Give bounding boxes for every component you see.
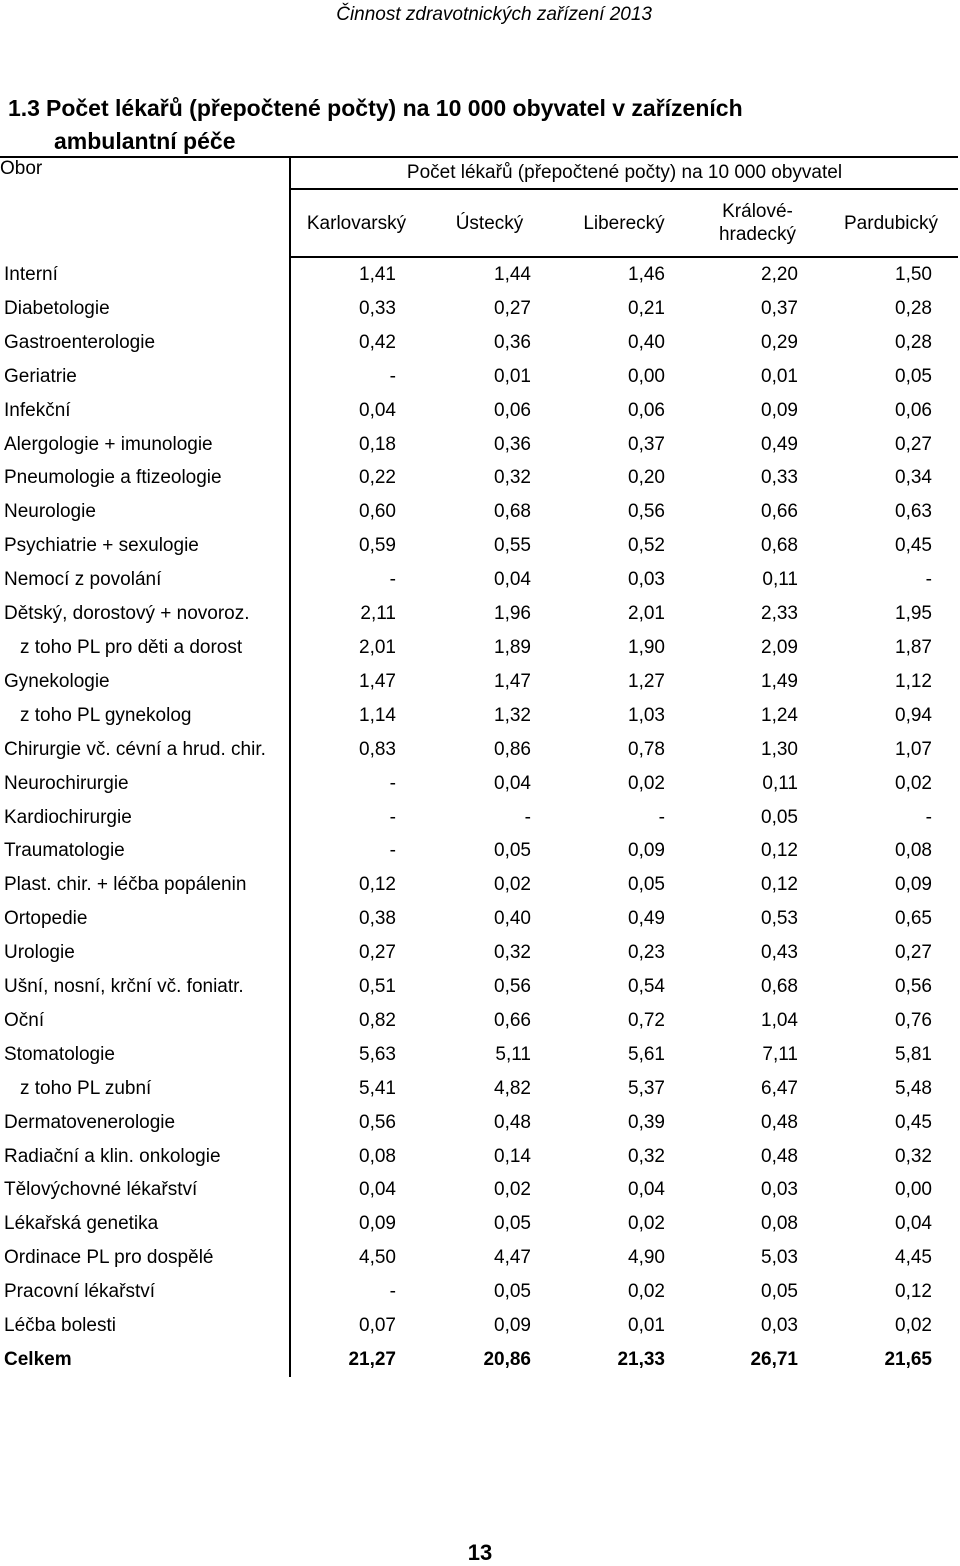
table-cell: 1,30 xyxy=(761,738,798,760)
table-cell: 0,65 xyxy=(895,908,932,930)
table-row xyxy=(0,428,958,462)
row-label: Lékařská genetika xyxy=(0,1207,290,1241)
column-header-region xyxy=(290,189,422,257)
column-header-region xyxy=(557,189,691,257)
table-row xyxy=(0,936,958,970)
table-cell: 0,56 xyxy=(628,501,665,523)
row-label: Chirurgie vč. cévní a hrud. chir. xyxy=(0,733,290,767)
table-cell: 0,49 xyxy=(628,908,665,930)
table-cell: 0,33 xyxy=(359,297,396,319)
table-total-row xyxy=(0,1343,958,1377)
table-cell: 4,90 xyxy=(628,1247,665,1269)
table-cell: 0,27 xyxy=(494,297,531,319)
column-header-region xyxy=(691,189,824,257)
table-cell: 1,47 xyxy=(359,670,396,692)
table-row xyxy=(0,767,958,801)
table-row xyxy=(0,902,958,936)
table-cell: 0,34 xyxy=(895,467,932,489)
table-cell: 1,41 xyxy=(359,264,396,285)
table-cell: 2,01 xyxy=(359,636,396,658)
table-cell: 0,12 xyxy=(895,1281,932,1303)
region-name-line-1: Karlovarský xyxy=(306,212,407,234)
row-label: Gynekologie xyxy=(0,665,290,699)
table-cell: 2,33 xyxy=(761,603,798,625)
region-name-line-1: Ústecký xyxy=(455,212,524,234)
table-cell: 0,09 xyxy=(359,1213,396,1235)
table-cell: 0,78 xyxy=(628,738,665,760)
table-cell: 0,22 xyxy=(359,467,396,489)
table-cell: 0,06 xyxy=(895,399,932,421)
table-cell: 5,37 xyxy=(628,1077,665,1099)
row-label: Ortopedie xyxy=(0,902,290,936)
table-cell: 4,47 xyxy=(494,1247,531,1269)
table-cell: 0,09 xyxy=(895,874,932,896)
row-label: Neurologie xyxy=(0,495,290,529)
table-cell: 0,48 xyxy=(494,1111,531,1133)
table-cell: 21,33 xyxy=(617,1349,665,1370)
table-cell: 0,01 xyxy=(494,365,531,387)
table-row xyxy=(0,495,958,529)
row-label: Ušní, nosní, krční vč. foniatr. xyxy=(0,970,290,1004)
table-cell: 1,90 xyxy=(628,636,665,658)
table-cell: 2,20 xyxy=(761,264,798,285)
table-cell: - xyxy=(389,806,396,828)
table-cell: 20,86 xyxy=(483,1349,531,1370)
table-cell: 7,11 xyxy=(762,1043,798,1065)
row-label: Léčba bolesti xyxy=(0,1309,290,1343)
table-cell: 0,05 xyxy=(494,840,531,862)
table-cell: 1,89 xyxy=(494,636,531,658)
table-cell: 0,48 xyxy=(761,1111,798,1133)
table-cell: 0,08 xyxy=(761,1213,798,1235)
table-row xyxy=(0,1140,958,1174)
table-row xyxy=(0,1309,958,1343)
table-cell: 0,02 xyxy=(895,1315,932,1337)
table-row xyxy=(0,868,958,902)
table-cell: 0,94 xyxy=(895,704,932,726)
row-label: Alergologie + imunologie xyxy=(0,428,290,462)
table-cell: - xyxy=(658,806,665,828)
row-label: Stomatologie xyxy=(0,1038,290,1072)
table-cell: 0,02 xyxy=(494,1179,531,1201)
table-row xyxy=(0,461,958,495)
table-cell: 0,03 xyxy=(761,1315,798,1337)
table-cell: 5,48 xyxy=(895,1077,932,1099)
table-cell: 1,49 xyxy=(761,670,798,692)
table-cell: - xyxy=(524,806,531,828)
table-cell: 0,37 xyxy=(761,297,798,319)
table-cell: 0,66 xyxy=(494,1009,531,1031)
table-cell: 0,12 xyxy=(761,874,798,896)
table-cell: 1,44 xyxy=(494,264,531,285)
table-cell: 5,11 xyxy=(495,1043,531,1065)
table-cell: 0,08 xyxy=(359,1145,396,1167)
row-label: Oční xyxy=(0,1004,290,1038)
table-cell: 0,83 xyxy=(359,738,396,760)
table-cell: 0,39 xyxy=(628,1111,665,1133)
table-row xyxy=(0,326,958,360)
row-label: Tělovýchovné lékařství xyxy=(0,1173,290,1207)
table-row xyxy=(0,1241,958,1275)
table-cell: 0,09 xyxy=(761,399,798,421)
table-cell: 0,14 xyxy=(494,1145,531,1167)
table-cell: 0,48 xyxy=(761,1145,798,1167)
table-cell: 4,50 xyxy=(359,1247,396,1269)
table-cell: 0,20 xyxy=(628,467,665,489)
table-row xyxy=(0,1173,958,1207)
row-label: Dermatovenerologie xyxy=(0,1106,290,1140)
table-cell: 0,56 xyxy=(359,1111,396,1133)
table-cell: 21,27 xyxy=(348,1349,396,1370)
table-cell: 0,68 xyxy=(761,976,798,998)
table-cell: 0,63 xyxy=(895,501,932,523)
table-cell: 0,68 xyxy=(494,501,531,523)
table-cell: - xyxy=(925,806,932,828)
table-cell: 2,11 xyxy=(360,603,396,625)
table-cell: - xyxy=(389,569,396,591)
table-cell: 2,09 xyxy=(761,636,798,658)
page-number: 13 xyxy=(467,1540,493,1565)
table-cell: 0,86 xyxy=(494,738,531,760)
table-cell: 0,56 xyxy=(494,976,531,998)
table-row xyxy=(0,1106,958,1140)
table-cell: - xyxy=(389,840,396,862)
row-label: Kardiochirurgie xyxy=(0,801,290,835)
table-cell: 0,08 xyxy=(895,840,932,862)
row-label: Ordinace PL pro dospělé xyxy=(0,1241,290,1275)
table-cell: 0,56 xyxy=(895,976,932,998)
table-cell: 4,82 xyxy=(494,1077,531,1099)
table-row xyxy=(0,1207,958,1241)
table-cell: 0,04 xyxy=(895,1213,932,1235)
table-cell: 0,02 xyxy=(628,772,665,794)
table-cell: - xyxy=(389,365,396,387)
table-row xyxy=(0,394,958,428)
table-cell: 0,00 xyxy=(628,365,665,387)
table-cell: 0,04 xyxy=(359,399,396,421)
table-cell: 5,41 xyxy=(359,1077,396,1099)
table-cell: 0,07 xyxy=(359,1315,396,1337)
table-cell: 0,40 xyxy=(494,908,531,930)
table-cell: 0,45 xyxy=(895,1111,932,1133)
table-cell: 1,03 xyxy=(628,704,665,726)
column-group-header: Počet lékařů (přepočtené počty) na 10 000 obyvatel xyxy=(290,157,958,189)
row-label: Radiační a klin. onkologie xyxy=(0,1140,290,1174)
table-cell: 0,51 xyxy=(359,976,396,998)
row-label: Gastroenterologie xyxy=(0,326,290,360)
table-cell: 0,18 xyxy=(359,433,396,455)
row-label: Diabetologie xyxy=(0,292,290,326)
table-row xyxy=(0,529,958,563)
column-header-region xyxy=(824,189,958,257)
table-row xyxy=(0,665,958,699)
table-row xyxy=(0,699,958,733)
table-row xyxy=(0,970,958,1004)
table-cell: 0,09 xyxy=(494,1315,531,1337)
table-cell: 0,36 xyxy=(494,331,531,353)
table-row xyxy=(0,1004,958,1038)
table-cell: 0,76 xyxy=(895,1009,932,1031)
table-row xyxy=(0,834,958,868)
table-cell: 0,29 xyxy=(761,331,798,353)
table-cell: 1,14 xyxy=(359,704,396,726)
table-row xyxy=(0,733,958,767)
table-cell: 0,68 xyxy=(761,535,798,557)
table-cell: - xyxy=(925,569,932,591)
table-cell: 0,49 xyxy=(761,433,798,455)
table-cell: 1,24 xyxy=(761,704,798,726)
table-row xyxy=(0,801,958,835)
table-cell: 0,60 xyxy=(359,501,396,523)
table-cell: 0,01 xyxy=(628,1315,665,1337)
table-cell: 0,12 xyxy=(359,874,396,896)
table-cell: 4,45 xyxy=(895,1247,932,1269)
table-cell: 0,55 xyxy=(494,535,531,557)
table-cell: 0,53 xyxy=(761,908,798,930)
doctors-per-10000-table xyxy=(0,156,958,1377)
table-cell: 0,02 xyxy=(628,1281,665,1303)
table-cell: 0,59 xyxy=(359,535,396,557)
table-cell: 1,32 xyxy=(494,704,531,726)
table-cell: 1,96 xyxy=(494,603,531,625)
table-cell: 0,02 xyxy=(494,874,531,896)
row-label: Pracovní lékařství xyxy=(0,1275,290,1309)
table-cell: 0,32 xyxy=(628,1145,665,1167)
table-row xyxy=(0,292,958,326)
table-cell: 0,02 xyxy=(895,772,932,794)
table-cell: - xyxy=(389,772,396,794)
row-label: Nemocí z povolání xyxy=(0,563,290,597)
table-row xyxy=(0,563,958,597)
table-cell: 0,32 xyxy=(895,1145,932,1167)
row-label: Neurochirurgie xyxy=(0,767,290,801)
table-row xyxy=(0,1038,958,1072)
table-cell: 0,04 xyxy=(494,772,531,794)
table-cell: 2,01 xyxy=(628,603,665,625)
table-cell: 0,33 xyxy=(761,467,798,489)
row-label: Psychiatrie + sexulogie xyxy=(0,529,290,563)
table-cell: 0,54 xyxy=(628,976,665,998)
table-row xyxy=(0,257,958,292)
region-name-line-1: Králové- xyxy=(722,201,793,222)
row-label: Pneumologie a ftizeologie xyxy=(0,461,290,495)
table-cell: 0,38 xyxy=(359,908,396,930)
title-line-2: ambulantní péče xyxy=(54,128,236,154)
row-label: Dětský, dorostový + novoroz. xyxy=(0,597,290,631)
table-cell: 0,28 xyxy=(895,331,932,353)
region-name-line-2: hradecký xyxy=(718,224,797,245)
table-cell: 0,27 xyxy=(895,433,932,455)
table-cell: 5,61 xyxy=(628,1043,665,1065)
table-cell: 0,32 xyxy=(494,942,531,964)
table-cell: 5,63 xyxy=(359,1043,396,1065)
table-cell: 0,05 xyxy=(761,806,798,828)
table-cell: 0,40 xyxy=(628,331,665,353)
table-cell: 0,27 xyxy=(895,942,932,964)
table-cell: 0,00 xyxy=(895,1179,932,1201)
section-number: 1.3 xyxy=(8,95,40,121)
row-label: Geriatrie xyxy=(0,360,290,394)
row-label: Interní xyxy=(0,257,290,292)
table-row xyxy=(0,360,958,394)
table-cell: 0,23 xyxy=(628,942,665,964)
table-cell: 1,07 xyxy=(895,738,932,760)
table-cell: 0,09 xyxy=(628,840,665,862)
row-label: Celkem xyxy=(0,1343,290,1377)
table-cell: 1,04 xyxy=(761,1009,798,1031)
table-cell: 6,47 xyxy=(761,1077,798,1099)
page-title xyxy=(8,92,948,158)
title-line-1: Počet lékařů (přepočtené počty) na 10 000 obyvatel v zařízeních xyxy=(45,95,743,121)
table-cell: 0,27 xyxy=(359,942,396,964)
column-header-region xyxy=(422,189,557,257)
table-cell: 0,28 xyxy=(895,297,932,319)
row-label: Infekční xyxy=(0,394,290,428)
table-cell: 0,12 xyxy=(761,840,798,862)
table-cell: 1,47 xyxy=(494,670,531,692)
table-cell: 0,02 xyxy=(628,1213,665,1235)
row-label: Plast. chir. + léčba popálenin xyxy=(0,868,290,902)
table-cell: 0,05 xyxy=(628,874,665,896)
table-cell: 0,04 xyxy=(494,569,531,591)
table-cell: 0,42 xyxy=(359,331,396,353)
region-name-line-1: Liberecký xyxy=(583,212,665,234)
table-cell: 0,45 xyxy=(895,535,932,557)
region-name-line-1: Pardubický xyxy=(844,212,938,234)
row-label: z toho PL zubní xyxy=(0,1072,290,1106)
table-row xyxy=(0,1072,958,1106)
row-label: z toho PL gynekolog xyxy=(0,699,290,733)
table-row xyxy=(0,1275,958,1309)
table-cell: 0,06 xyxy=(628,399,665,421)
table-row xyxy=(0,631,958,665)
row-label: Urologie xyxy=(0,936,290,970)
table-cell: 1,27 xyxy=(628,670,665,692)
table-cell: 0,11 xyxy=(762,772,798,794)
row-label: z toho PL pro děti a dorost xyxy=(0,631,290,665)
table-cell: 1,46 xyxy=(628,264,665,285)
table-cell: 0,05 xyxy=(761,1281,798,1303)
table-cell: 0,05 xyxy=(494,1213,531,1235)
table-cell: 0,05 xyxy=(895,365,932,387)
table-cell: 0,03 xyxy=(628,569,665,591)
table-cell: 1,12 xyxy=(895,670,932,692)
table-cell: 0,82 xyxy=(359,1009,396,1031)
table-cell: 0,03 xyxy=(761,1179,798,1201)
table-cell: - xyxy=(389,1281,396,1303)
table-cell: 0,32 xyxy=(494,467,531,489)
table-cell: 0,04 xyxy=(359,1179,396,1201)
running-header: Činnost zdravotnických zařízení 2013 xyxy=(336,4,652,25)
table-cell: 1,50 xyxy=(895,264,932,285)
table-cell: 21,65 xyxy=(884,1349,932,1370)
table-cell: 5,81 xyxy=(895,1043,932,1065)
table-cell: 26,71 xyxy=(750,1349,798,1370)
table-cell: 0,04 xyxy=(628,1179,665,1201)
table-cell: 0,52 xyxy=(628,535,665,557)
table-cell: 0,43 xyxy=(761,942,798,964)
column-header-obor: Obor xyxy=(0,157,290,257)
table-cell: 0,21 xyxy=(628,297,665,319)
row-label: Traumatologie xyxy=(0,834,290,868)
table-row xyxy=(0,597,958,631)
table-cell: 5,03 xyxy=(761,1247,798,1269)
table-cell: 0,36 xyxy=(494,433,531,455)
table-cell: 0,11 xyxy=(762,569,798,591)
table-cell: 0,01 xyxy=(761,365,798,387)
table-cell: 1,87 xyxy=(895,636,932,658)
table-cell: 0,66 xyxy=(761,501,798,523)
table-cell: 0,37 xyxy=(628,433,665,455)
table-cell: 0,72 xyxy=(628,1009,665,1031)
table-cell: 0,05 xyxy=(494,1281,531,1303)
table-cell: 1,95 xyxy=(895,603,932,625)
table-cell: 0,06 xyxy=(494,399,531,421)
